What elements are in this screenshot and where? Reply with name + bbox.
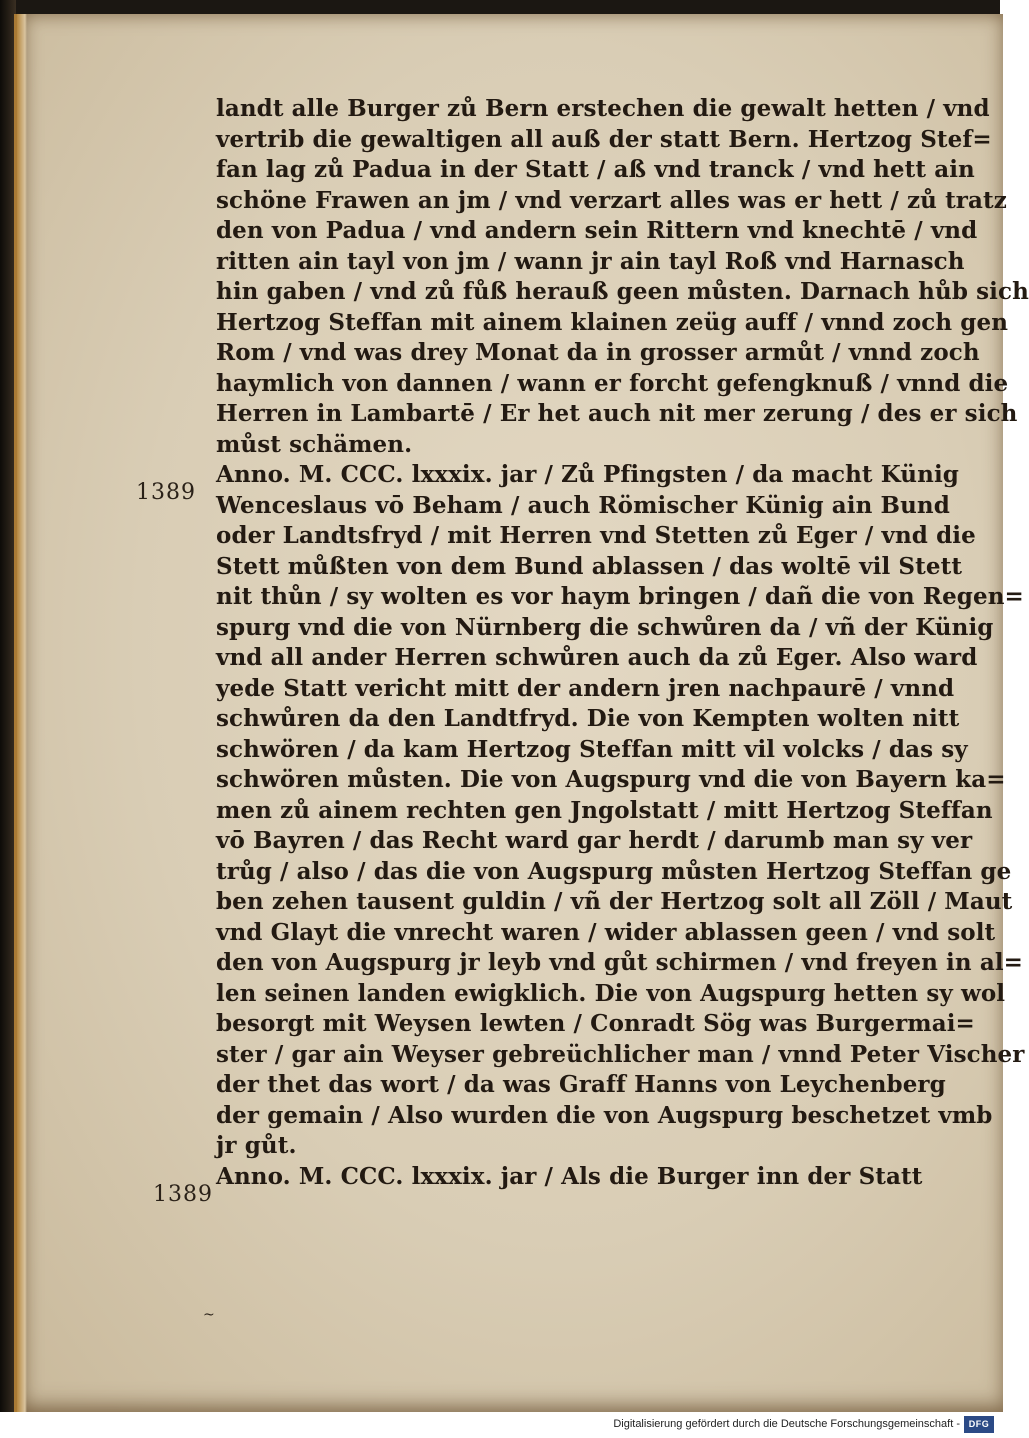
text-line: den von Padua / vnd andern sein Rittern vnd knechtē / vnd (216, 217, 978, 244)
text-line: jr gůt. (216, 1132, 297, 1159)
text-line: Anno. M. CCC. lxxxix. jar / Zů Pfingsten / da macht Künig (216, 461, 959, 488)
text-line: Herren in Lambartē / Er het auch nit mer zerung / des er sich (216, 400, 1018, 427)
text-line: můst schämen. (216, 430, 413, 458)
footer-credit: Digitalisierung gefördert durch die Deutsche Forschungsgemeinschaft - (613, 1418, 960, 1430)
text-line: Stett můßten von dem Bund ablassen / das woltē vil Stett (216, 552, 963, 580)
text-line: schöne Frawen an jm / vnd verzart alles was er hett / zů tratz (216, 186, 1007, 214)
text-line: ster / gar ain Weyser gebreüchlicher man / vnnd Peter Vischer (216, 1040, 1025, 1068)
text-line: spurg vnd die von Nürnberg die schwůren da / vñ der Künig (216, 613, 994, 641)
text-line: schwören můsten. Die von Augspurg vnd die von Bayern ka= (216, 766, 1006, 793)
text-line: Anno. M. CCC. lxxxix. jar / Als die Burger inn der Statt (216, 1162, 923, 1190)
text-line: fan lag zů Padua in der Statt / aß vnd tranck / vnd hett ain (216, 156, 975, 183)
text-line: men zů ainem rechten gen Jngolstatt / mitt Hertzog Steffan (216, 796, 993, 824)
signature-mark: ~ (203, 1307, 215, 1323)
text-line: trůg / also / das die von Augspurg můsten Hertzog Steffan ge (216, 857, 1012, 885)
text-line: besorgt mit Weysen lewten / Conradt Sög was Burgermai= (216, 1010, 975, 1037)
text-line: Rom / vnd was drey Monat da in grosser armůt / vnnd zoch (216, 339, 980, 366)
text-line: vō Bayren / das Recht ward gar herdt / darumb man sy ver (216, 827, 973, 854)
margin-year: 1389 (136, 480, 196, 505)
text-line: der gemain / Also wurden die von Augspurg beschetzet vmb (216, 1101, 993, 1129)
text-line: oder Landtsfryd / mit Herren vnd Stetten zů Eger / vnd die (216, 522, 976, 549)
dfg-logo-icon[interactable]: DFG (964, 1416, 994, 1433)
text-line: hin gaben / vnd zů fůß herauß geen můsten. Darnach hůb sich (216, 278, 1029, 305)
text-line: vertrib die gewaltigen all auß der statt Bern. Hertzog Stef= (216, 125, 992, 153)
text-line: haymlich von dannen / wann er forcht gefengknuß / vnnd die (216, 369, 1009, 397)
text-line: vnd all ander Herren schwůren auch da zů Eger. Also ward (216, 644, 978, 671)
margin-year: 1389 (153, 1182, 213, 1207)
text-line: len seinen landen ewigklich. Die von Augspurg hetten sy wol (216, 979, 1006, 1007)
page-spine (17, 14, 27, 1412)
text-line: schwören / da kam Hertzog Steffan mitt vil volcks / das sy (216, 735, 968, 763)
text-line: vnd Glayt die vnrecht waren / wider ablassen geen / vnd solt (216, 918, 996, 946)
footer-bar (0, 1412, 1000, 1438)
text-line: landt alle Burger zů Bern erstechen die gewalt hetten / vnd (216, 95, 990, 122)
text-line: ben zehen tausent guldin / vñ der Hertzog solt all Zöll / Maut (216, 888, 1013, 915)
text-line: den von Augspurg jr leyb vnd gůt schirmen / vnd freyen in al= (216, 949, 1024, 976)
text-line: nit thůn / sy wolten es vor haym bringen / dañ die von Regen= (216, 583, 1024, 610)
text-line: schwůren da den Landtfryd. Die von Kempten wolten nitt (216, 705, 960, 732)
text-line: Wenceslaus vō Beham / auch Römischer Künig ain Bund (216, 491, 950, 519)
text-line: ritten ain tayl von jm / wann jr ain tayl Roß vnd Harnasch (216, 247, 965, 275)
text-line: der thet das wort / da was Graff Hanns von Leychenberg (216, 1071, 946, 1098)
text-line: Hertzog Steffan mit ainem klainen zeüg auff / vnnd zoch gen (216, 308, 1009, 336)
page-text-block (216, 94, 1029, 1192)
text-line: yede Statt vericht mitt der andern jren nachpaurē / vnnd (216, 674, 955, 702)
